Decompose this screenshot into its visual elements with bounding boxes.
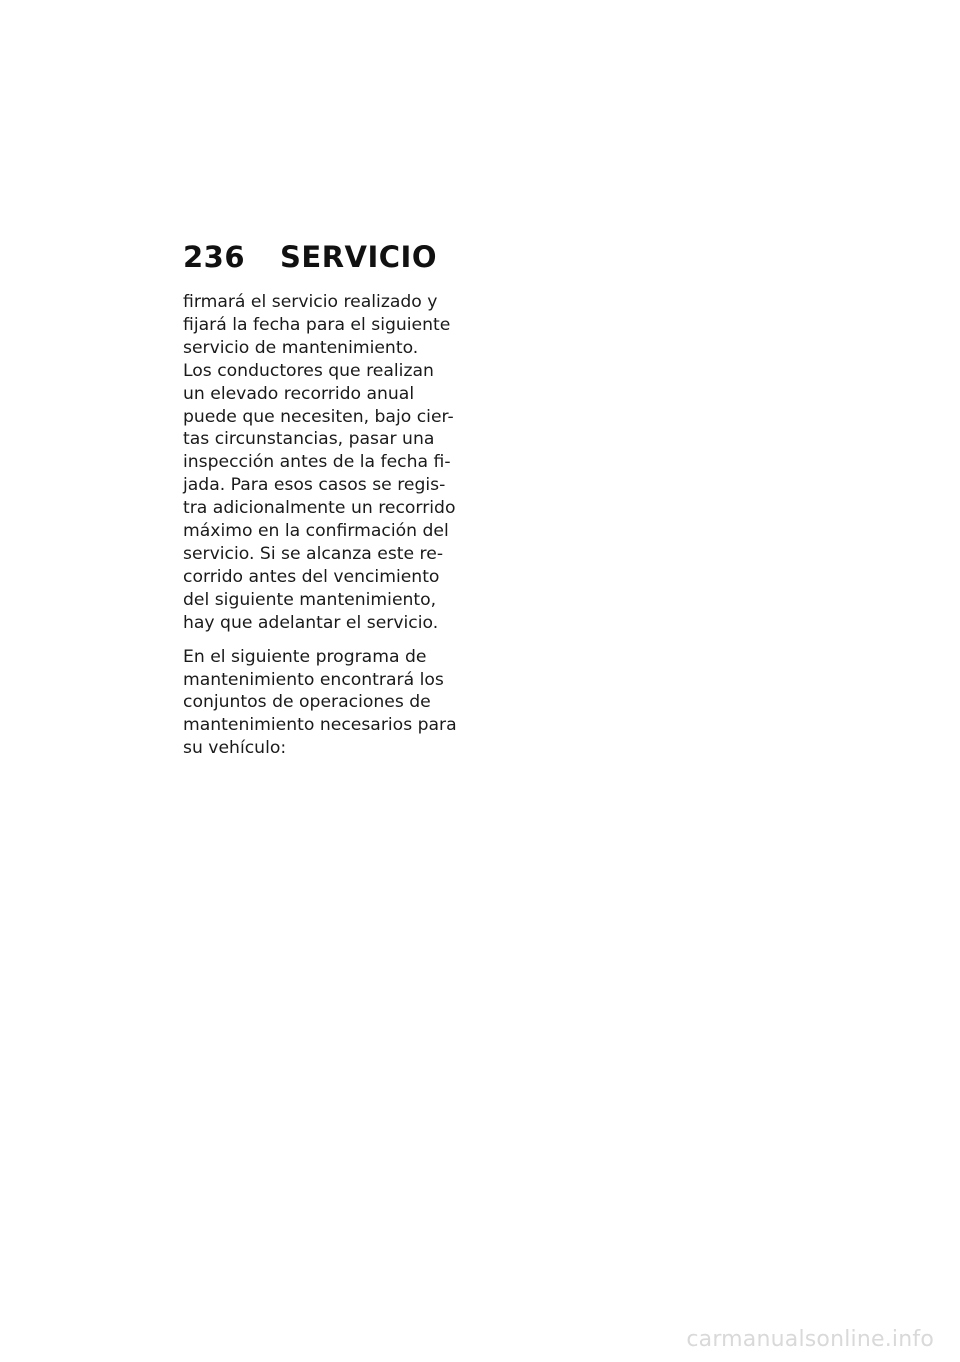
page-header [183,240,437,280]
watermark: carmanualsonline.info [686,1327,934,1352]
text-line: Los conductores que realizan [183,360,434,381]
text-line: firmará el servicio realizado y [183,292,438,312]
text-line: del siguiente mantenimiento, [183,589,437,610]
text-line: En el siguiente programa de [183,646,427,667]
text-line: mantenimiento encontrará los [183,669,444,690]
text-line: tas circunstancias, pasar una [183,429,435,450]
text-line: mantenimiento necesarios para [183,715,457,736]
paragraph-service-schedule [183,291,456,635]
text-line: su vehículo: [183,738,287,759]
text-line: tra adicionalmente un recorrido [183,498,456,519]
text-line: máximo en la confirmación del [183,521,449,542]
text-line: servicio. Si se alcanza este re- [183,543,444,564]
text-line: fijará la fecha para el siguiente [183,314,451,335]
text-line: puede que necesiten, bajo cier- [183,406,454,427]
text-line: conjuntos de operaciones de [183,692,431,713]
text-line: un elevado recorrido anual [183,383,415,404]
page-number: 236 [183,240,246,274]
text-line: hay que adelantar el servicio. [183,612,439,633]
body-text [183,291,457,760]
section-title: SERVICIO [280,240,437,274]
paragraph-maintenance-program [183,646,457,761]
text-line: inspección antes de la fecha fi- [183,452,451,473]
text-line: servicio de mantenimiento. [183,337,419,358]
text-line: corrido antes del vencimiento [183,566,440,587]
text-line: jada. Para esos casos se regis- [183,475,446,496]
